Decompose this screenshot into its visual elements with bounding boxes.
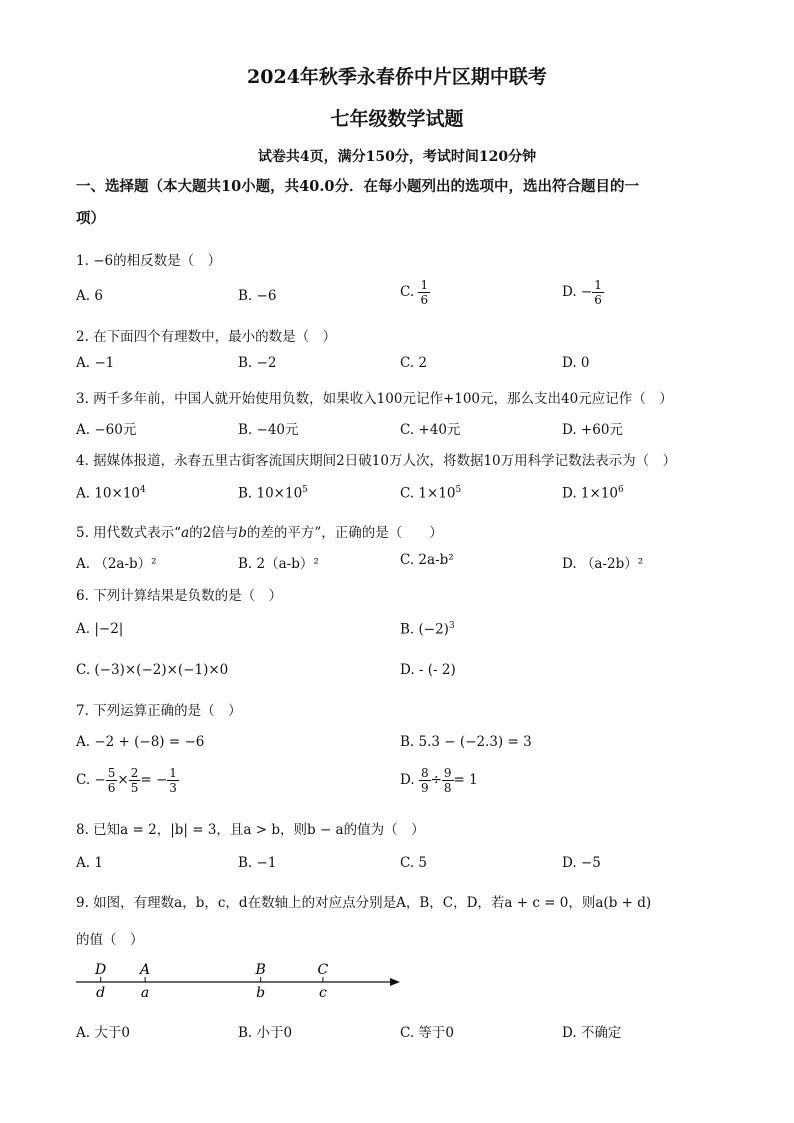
number-line-variable-a: a: [140, 985, 150, 1001]
section-heading: [76, 171, 716, 235]
question-5-stem: 5. 用代数式表示“a的2倍与b的差的平方”，正确的是（ ）: [76, 525, 443, 541]
question-6-stem: 6. 下列计算结果是负数的是（ ）: [76, 588, 283, 604]
q6-option-d[interactable]: D. - (- 2): [400, 662, 456, 678]
exam-subtitle: 七年级数学试题: [330, 108, 464, 130]
number-line-diagram: [74, 958, 414, 1008]
q6-option-c[interactable]: C. (−3)×(−2)×(−1)×0: [76, 662, 229, 678]
q3-option-d[interactable]: D. +60元: [562, 422, 623, 438]
question-5-options: [76, 552, 726, 576]
q3-option-a[interactable]: A. −60元: [76, 422, 137, 438]
number-line-point-label-A: A: [140, 962, 151, 978]
q1-option-c-label: C.: [400, 284, 415, 300]
q7-option-a[interactable]: A. −2 + (−8) = −6: [76, 734, 205, 750]
q4-option-c[interactable]: C. $1\times 10^5$: [400, 485, 462, 502]
question-4-options: [76, 485, 726, 509]
number-line-arrow-icon: [390, 978, 400, 986]
q8-option-d[interactable]: D. −5: [562, 855, 601, 871]
question-1-stem: [76, 249, 221, 269]
q9-option-d[interactable]: D. 不确定: [562, 1025, 622, 1041]
number-line-point-label-C: C: [317, 962, 329, 978]
question-7-options-row2: [76, 766, 726, 795]
q2-option-b[interactable]: B. −2: [238, 355, 277, 371]
question-6-options-row1: [76, 621, 726, 645]
q4-option-d[interactable]: D. $1\times 10^6$: [562, 485, 624, 502]
question-1-text: 的相反数是（ ）: [113, 253, 222, 269]
q7-option-c[interactable]: C. − $\frac{5}{6}$ × $\frac{2}{5}$ = − $\frac{1}{3}$: [76, 766, 177, 795]
q2-option-d[interactable]: D. 0: [562, 355, 590, 371]
q1-option-d-label: D. −: [562, 284, 593, 300]
q2-option-c[interactable]: C. 2: [400, 355, 428, 371]
exam-title: 2024年秋季永春侨中片区期中联考: [247, 66, 547, 88]
q8-option-a[interactable]: A. 1: [76, 855, 103, 871]
q5-option-a[interactable]: A. （2a-b）²: [76, 556, 157, 572]
q4-option-b[interactable]: B. $10\times 10^5$: [238, 485, 308, 502]
q9-option-b[interactable]: B. 小于0: [238, 1025, 293, 1041]
number-line-variable-c: c: [318, 985, 327, 1001]
question-1-number: 1.: [76, 253, 89, 269]
question-3-options: [76, 418, 726, 442]
question-9-options: [76, 1021, 726, 1045]
number-line-point-label-B: B: [255, 962, 266, 978]
question-4-stem: 4. 据媒体报道，永春五里古街客流国庆期间2日破10万人次，将数据10万用科学记数法表示为（ ）: [76, 453, 677, 469]
q7-option-b[interactable]: B. 5.3 − (−2.3) = 3: [400, 734, 532, 750]
question-1-options: [76, 278, 726, 310]
q7-option-d[interactable]: D. $\frac{8}{9}$ ÷ $\frac{9}{8}$ = 1: [400, 766, 478, 795]
question-9-stem-line2: 的值（ ）: [76, 932, 144, 948]
q9-option-a[interactable]: A. 大于0: [76, 1025, 130, 1041]
q9-option-c[interactable]: C. 等于0: [400, 1025, 455, 1041]
question-8-options: [76, 855, 726, 879]
question-1-expr: −6: [93, 253, 114, 269]
question-6-options-row2: [76, 662, 726, 686]
q1-option-c[interactable]: [400, 278, 430, 307]
q2-option-a[interactable]: A. −1: [76, 355, 115, 371]
question-9-stem-line1: 9. 如图，有理数a，b，c，d在数轴上的对应点分别是A，B，C，D，若a + c = 0，则a(b + d): [76, 895, 652, 911]
q8-option-c[interactable]: C. 5: [400, 855, 428, 871]
question-8-stem: 8. 已知a = 2，|b| = 3，且a > b，则b − a的值为（ ）: [76, 822, 425, 838]
q5-option-b[interactable]: B. 2（a-b）²: [238, 556, 319, 572]
number-line-point-label-D: D: [95, 962, 107, 978]
q6-option-b[interactable]: B. $(-2)^3$: [400, 621, 455, 638]
q1-option-b[interactable]: B. −6: [238, 288, 277, 304]
q3-option-c[interactable]: C. +40元: [400, 422, 461, 438]
question-7-stem: 7. 下列运算正确的是（ ）: [76, 703, 242, 719]
question-7-options-row1: [76, 734, 726, 758]
question-2-options: [76, 355, 726, 379]
q4-option-a[interactable]: A. $10\times 10^4$: [76, 485, 146, 502]
q8-option-b[interactable]: B. −1: [238, 855, 277, 871]
q1-option-d-fraction: $\frac{1}{6}$: [594, 278, 602, 307]
q5-option-c[interactable]: C. 2a-b²: [400, 552, 454, 568]
section-heading-line2: 项）: [76, 210, 105, 227]
q1-option-a[interactable]: A. 6: [76, 288, 103, 304]
question-2-stem: 2. 在下面四个有理数中，最小的数是（ ）: [76, 329, 337, 345]
section-heading-line1: 一、选择题（本大题共10小题，共40.0分．在每小题列出的选项中，选出符合题目的一: [76, 178, 639, 195]
q5-option-d[interactable]: D. （a-2b）²: [562, 556, 644, 572]
number-line-variable-b: b: [256, 985, 266, 1001]
q1-option-d[interactable]: [562, 278, 604, 307]
exam-info: 试卷共4页，满分150分，考试时间120分钟: [257, 149, 537, 165]
q3-option-b[interactable]: B. −40元: [238, 422, 299, 438]
q1-option-c-fraction: $\frac{1}{6}$: [420, 278, 429, 307]
q6-option-a[interactable]: A. |−2|: [76, 621, 124, 637]
number-line-variable-d: d: [96, 985, 106, 1001]
question-3-stem: 3. 两千多年前，中国人就开始使用负数，如果收入100元记作+100元，那么支出40元应记作（ ）: [76, 391, 673, 407]
